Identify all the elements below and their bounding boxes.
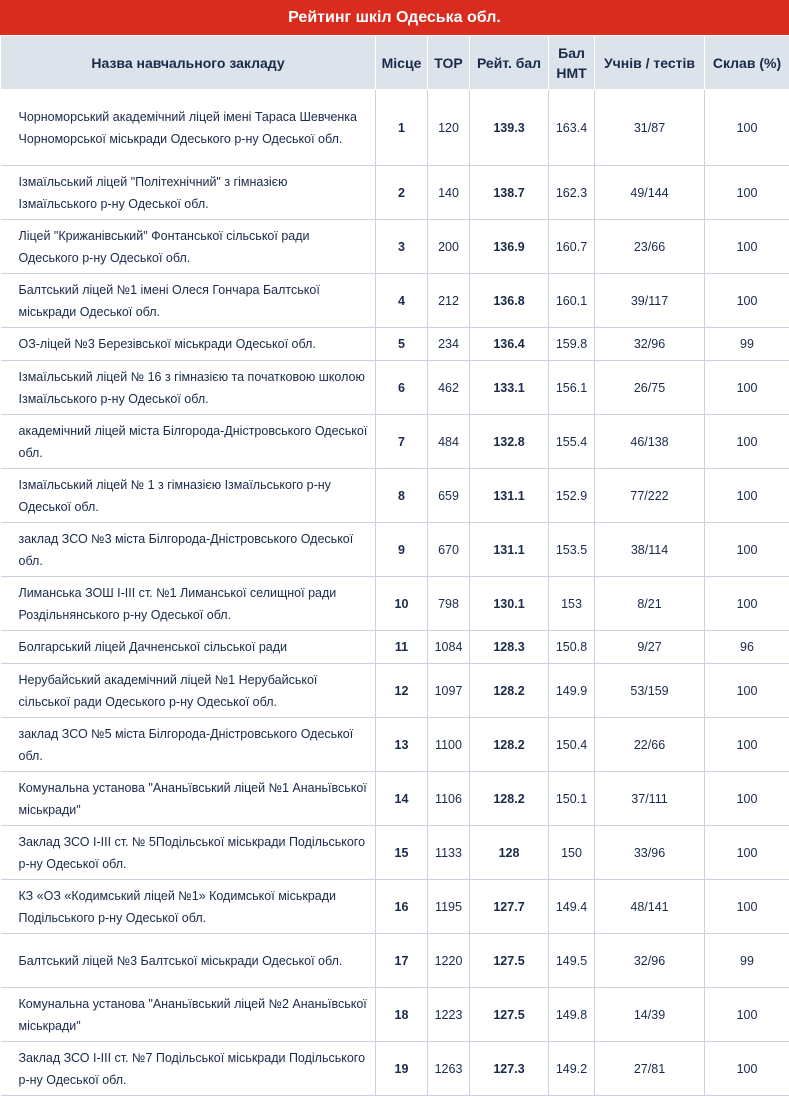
school-name: Ліцей "Крижанівський" Фонтанської сільської ради Одеського р-ну Одеської обл. xyxy=(1,220,376,274)
rating-cell: 127.5 xyxy=(470,934,549,988)
nmt-cell: 149.2 xyxy=(549,1042,595,1096)
passed-percent-cell: 100 xyxy=(705,469,789,523)
table-title: Рейтинг шкіл Одеська обл. xyxy=(0,0,789,35)
students-tests-cell: 33/96 xyxy=(595,826,705,880)
rating-cell: 136.8 xyxy=(470,274,549,328)
passed-percent-cell: 100 xyxy=(705,1042,789,1096)
nmt-cell: 150.8 xyxy=(549,631,595,664)
place-cell: 8 xyxy=(376,469,428,523)
table-row xyxy=(1,934,789,988)
top-cell: 484 xyxy=(428,415,470,469)
place-cell: 11 xyxy=(376,631,428,664)
passed-percent-cell: 100 xyxy=(705,523,789,577)
place-cell: 7 xyxy=(376,415,428,469)
passed-percent-cell: 100 xyxy=(705,166,789,220)
students-tests-cell: 39/117 xyxy=(595,274,705,328)
school-name: Ізмаїльський ліцей № 16 з гімназією та початковою школою Ізмаїльського р-ну Одеської обл. xyxy=(1,361,376,415)
school-name: Нерубайський академічний ліцей №1 Нерубайської сільської ради Одеського р-ну Одеської обл. xyxy=(1,664,376,718)
top-cell: 659 xyxy=(428,469,470,523)
header-top: TOP xyxy=(428,36,470,90)
nmt-cell: 153 xyxy=(549,577,595,631)
school-name: Комунальна установа "Ананьївський ліцей №2 Ананьївської міськради" xyxy=(1,988,376,1042)
rating-cell: 136.9 xyxy=(470,220,549,274)
passed-percent-cell: 100 xyxy=(705,220,789,274)
table-row xyxy=(1,718,789,772)
school-name: Чорноморський академічний ліцей імені Тараса Шевченка Чорноморської міськради Одеського р-ну Одеської обл. xyxy=(1,90,376,166)
nmt-cell: 155.4 xyxy=(549,415,595,469)
top-cell: 1084 xyxy=(428,631,470,664)
rating-cell: 138.7 xyxy=(470,166,549,220)
top-cell: 1263 xyxy=(428,1042,470,1096)
place-cell: 2 xyxy=(376,166,428,220)
school-name: КЗ «ОЗ «Кодимський ліцей №1» Кодимської міськради Подільського р-ну Одеської обл. xyxy=(1,880,376,934)
passed-percent-cell: 100 xyxy=(705,988,789,1042)
passed-percent-cell: 100 xyxy=(705,880,789,934)
passed-percent-cell: 99 xyxy=(705,328,789,361)
rating-cell: 131.1 xyxy=(470,469,549,523)
table-row xyxy=(1,166,789,220)
header-row xyxy=(1,36,789,90)
nmt-cell: 156.1 xyxy=(549,361,595,415)
rating-cell: 128.2 xyxy=(470,718,549,772)
header-rating: Рейт. бал xyxy=(470,36,549,90)
table-row xyxy=(1,220,789,274)
top-cell: 234 xyxy=(428,328,470,361)
school-name: Заклад ЗСО І-ІІІ ст. №7 Подільської міськради Подільського р-ну Одеської обл. xyxy=(1,1042,376,1096)
school-name: Лиманська ЗОШ І-ІІІ ст. №1 Лиманської селищної ради Роздільнянського р-ну Одеської обл. xyxy=(1,577,376,631)
passed-percent-cell: 96 xyxy=(705,631,789,664)
top-cell: 1223 xyxy=(428,988,470,1042)
school-name: Балтський ліцей №1 імені Олеся Гончара Балтської міськради Одеської обл. xyxy=(1,274,376,328)
students-tests-cell: 9/27 xyxy=(595,631,705,664)
students-tests-cell: 14/39 xyxy=(595,988,705,1042)
rating-cell: 139.3 xyxy=(470,90,549,166)
passed-percent-cell: 100 xyxy=(705,664,789,718)
nmt-cell: 149.4 xyxy=(549,880,595,934)
rating-cell: 131.1 xyxy=(470,523,549,577)
table-row xyxy=(1,90,789,166)
students-tests-cell: 48/141 xyxy=(595,880,705,934)
top-cell: 200 xyxy=(428,220,470,274)
school-name: Ізмаїльський ліцей № 1 з гімназією Ізмаїльського р-ну Одеської обл. xyxy=(1,469,376,523)
school-name: заклад ЗСО №5 міста Білгорода-Дністровського Одеської обл. xyxy=(1,718,376,772)
students-tests-cell: 27/81 xyxy=(595,1042,705,1096)
students-tests-cell: 23/66 xyxy=(595,220,705,274)
passed-percent-cell: 100 xyxy=(705,90,789,166)
students-tests-cell: 26/75 xyxy=(595,361,705,415)
place-cell: 17 xyxy=(376,934,428,988)
rating-cell: 127.7 xyxy=(470,880,549,934)
place-cell: 15 xyxy=(376,826,428,880)
students-tests-cell: 22/66 xyxy=(595,718,705,772)
rating-cell: 132.8 xyxy=(470,415,549,469)
top-cell: 140 xyxy=(428,166,470,220)
schools-table xyxy=(0,35,789,1096)
place-cell: 19 xyxy=(376,1042,428,1096)
rating-cell: 130.1 xyxy=(470,577,549,631)
header-passed: Склав (%) xyxy=(705,36,789,90)
nmt-cell: 153.5 xyxy=(549,523,595,577)
place-cell: 16 xyxy=(376,880,428,934)
table-row xyxy=(1,1042,789,1096)
table-row xyxy=(1,274,789,328)
place-cell: 3 xyxy=(376,220,428,274)
table-row xyxy=(1,631,789,664)
nmt-cell: 149.9 xyxy=(549,664,595,718)
table-row xyxy=(1,523,789,577)
top-cell: 670 xyxy=(428,523,470,577)
top-cell: 1133 xyxy=(428,826,470,880)
school-name: академічний ліцей міста Білгорода-Дністровського Одеської обл. xyxy=(1,415,376,469)
table-row xyxy=(1,328,789,361)
header-nmt: Бал НМТ xyxy=(549,36,595,90)
table-row xyxy=(1,826,789,880)
school-name: Болгарський ліцей Дачненської сільської ради xyxy=(1,631,376,664)
place-cell: 12 xyxy=(376,664,428,718)
passed-percent-cell: 100 xyxy=(705,415,789,469)
nmt-cell: 150.4 xyxy=(549,718,595,772)
top-cell: 1106 xyxy=(428,772,470,826)
students-tests-cell: 37/111 xyxy=(595,772,705,826)
nmt-cell: 160.1 xyxy=(549,274,595,328)
top-cell: 1220 xyxy=(428,934,470,988)
students-tests-cell: 49/144 xyxy=(595,166,705,220)
nmt-cell: 150.1 xyxy=(549,772,595,826)
place-cell: 14 xyxy=(376,772,428,826)
top-cell: 1100 xyxy=(428,718,470,772)
school-name: Заклад ЗСО І-ІІІ ст. № 5Подільської міськради Подільського р-ну Одеської обл. xyxy=(1,826,376,880)
rating-cell: 128.2 xyxy=(470,772,549,826)
students-tests-cell: 31/87 xyxy=(595,90,705,166)
header-name: Назва навчального закладу xyxy=(1,36,376,90)
nmt-cell: 149.8 xyxy=(549,988,595,1042)
rating-cell: 127.5 xyxy=(470,988,549,1042)
nmt-cell: 160.7 xyxy=(549,220,595,274)
students-tests-cell: 32/96 xyxy=(595,934,705,988)
table-row xyxy=(1,415,789,469)
school-name: Ізмаїльський ліцей "Політехнічний" з гімназією Ізмаїльського р-ну Одеської обл. xyxy=(1,166,376,220)
table-row xyxy=(1,577,789,631)
top-cell: 1097 xyxy=(428,664,470,718)
place-cell: 18 xyxy=(376,988,428,1042)
passed-percent-cell: 100 xyxy=(705,361,789,415)
rating-cell: 128.3 xyxy=(470,631,549,664)
header-place: Місце xyxy=(376,36,428,90)
students-tests-cell: 46/138 xyxy=(595,415,705,469)
header-students: Учнів / тестів xyxy=(595,36,705,90)
place-cell: 6 xyxy=(376,361,428,415)
rating-cell: 127.3 xyxy=(470,1042,549,1096)
nmt-cell: 152.9 xyxy=(549,469,595,523)
top-cell: 462 xyxy=(428,361,470,415)
rating-cell: 136.4 xyxy=(470,328,549,361)
table-row xyxy=(1,361,789,415)
table-row xyxy=(1,988,789,1042)
passed-percent-cell: 100 xyxy=(705,772,789,826)
passed-percent-cell: 100 xyxy=(705,274,789,328)
students-tests-cell: 32/96 xyxy=(595,328,705,361)
students-tests-cell: 38/114 xyxy=(595,523,705,577)
place-cell: 13 xyxy=(376,718,428,772)
rating-cell: 133.1 xyxy=(470,361,549,415)
school-name: ОЗ-ліцей №3 Березівської міськради Одеської обл. xyxy=(1,328,376,361)
place-cell: 5 xyxy=(376,328,428,361)
top-cell: 120 xyxy=(428,90,470,166)
nmt-cell: 149.5 xyxy=(549,934,595,988)
nmt-cell: 163.4 xyxy=(549,90,595,166)
table-row xyxy=(1,880,789,934)
rating-cell: 128 xyxy=(470,826,549,880)
top-cell: 1195 xyxy=(428,880,470,934)
students-tests-cell: 8/21 xyxy=(595,577,705,631)
students-tests-cell: 53/159 xyxy=(595,664,705,718)
rating-cell: 128.2 xyxy=(470,664,549,718)
table-row xyxy=(1,772,789,826)
students-tests-cell: 77/222 xyxy=(595,469,705,523)
school-name: Комунальна установа "Ананьївський ліцей №1 Ананьївської міськради" xyxy=(1,772,376,826)
place-cell: 4 xyxy=(376,274,428,328)
nmt-cell: 150 xyxy=(549,826,595,880)
place-cell: 10 xyxy=(376,577,428,631)
table-row xyxy=(1,469,789,523)
passed-percent-cell: 100 xyxy=(705,718,789,772)
place-cell: 1 xyxy=(376,90,428,166)
passed-percent-cell: 100 xyxy=(705,577,789,631)
school-name: заклад ЗСО №3 міста Білгорода-Дністровського Одеської обл. xyxy=(1,523,376,577)
top-cell: 212 xyxy=(428,274,470,328)
place-cell: 9 xyxy=(376,523,428,577)
table-row xyxy=(1,664,789,718)
nmt-cell: 159.8 xyxy=(549,328,595,361)
nmt-cell: 162.3 xyxy=(549,166,595,220)
passed-percent-cell: 99 xyxy=(705,934,789,988)
passed-percent-cell: 100 xyxy=(705,826,789,880)
school-name: Балтський ліцей №3 Балтської міськради Одеської обл. xyxy=(1,934,376,988)
top-cell: 798 xyxy=(428,577,470,631)
